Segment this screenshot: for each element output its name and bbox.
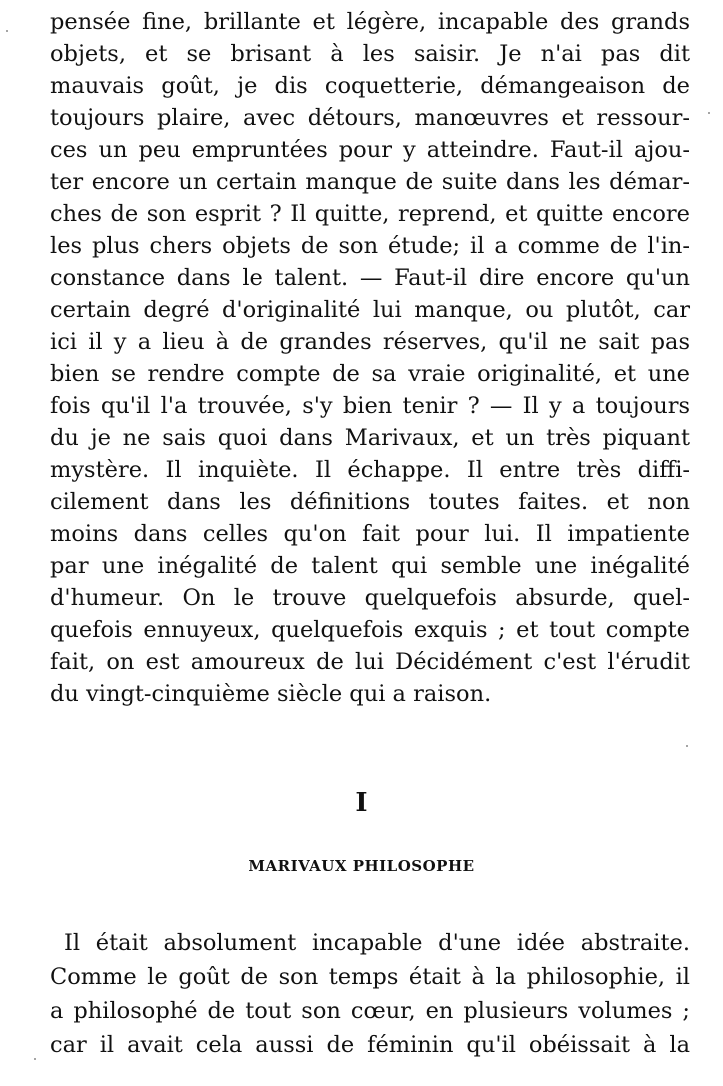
text-line: pensée fine, brillante et légère, incapable des grands (50, 9, 690, 35)
text-line: Il était absolument incapable d'une idée abstraite. (64, 930, 690, 956)
text-line: d'humeur. On le trouve quelquefois absurde, quel- (50, 585, 690, 611)
text-line: car il avait cela aussi de féminin qu'il obéissait à la (50, 1032, 690, 1058)
text-line: par une inégalité de talent qui semble une inégalité (50, 553, 690, 579)
paper-speck (686, 745, 688, 747)
text-line: fois qu'il l'a trouvée, s'y bien tenir ? — Il y a toujours (50, 393, 690, 419)
body-paragraph (50, 926, 690, 1062)
text-line: mystère. Il inquiète. Il échappe. Il entre très diffi- (50, 457, 690, 483)
text-line: les plus chers objets de son étude; il a comme de l'in- (50, 233, 690, 259)
text-line: constance dans le talent. — Faut-il dire encore qu'un (50, 265, 690, 291)
body-paragraph (50, 6, 690, 710)
text-line: moins dans celles qu'on fait pour lui. Il impatiente (50, 521, 690, 547)
text-line: quefois ennuyeux, quelquefois exquis ; et tout compte (50, 617, 690, 643)
text-line: objets, et se brisant à les saisir. Je n'ai pas dit (50, 41, 690, 67)
section-title: MARIVAUX PHILOSOPHE (248, 857, 475, 875)
text-line: ter encore un certain manque de suite dans les démar- (50, 169, 690, 195)
paper-speck (34, 1058, 36, 1060)
text-line: toujours plaire, avec détours, manœuvres et ressour- (50, 105, 690, 131)
text-line: ces un peu empruntées pour y atteindre. Faut-il ajou- (50, 137, 690, 163)
text-line: a philosophé de tout son cœur, en plusieurs volumes ; (50, 998, 690, 1024)
text-line: du je ne sais quoi dans Marivaux, et un très piquant (50, 425, 690, 451)
text-line: bien se rendre compte de sa vraie originalité, et une (50, 361, 690, 387)
text-line: mauvais goût, je dis coquetterie, démangeaison de (50, 73, 690, 99)
section-number: I (355, 788, 368, 818)
paper-speck (708, 112, 710, 114)
text-line: du vingt-cinquième siècle qui a raison. (50, 681, 492, 707)
text-line: cilement dans les définitions toutes faites. et non (50, 489, 690, 515)
text-line: ici il y a lieu à de grandes réserves, qu'il ne sait pas (50, 329, 690, 355)
text-line: fait, on est amoureux de lui Décidément c'est l'érudit (50, 649, 690, 675)
text-line: ches de son esprit ? Il quitte, reprend, et quitte encore (50, 201, 690, 227)
text-line: Comme le goût de son temps était à la philosophie, il (50, 964, 690, 990)
paper-speck (6, 30, 8, 32)
text-line: certain degré d'originalité lui manque, ou plutôt, car (50, 297, 690, 323)
